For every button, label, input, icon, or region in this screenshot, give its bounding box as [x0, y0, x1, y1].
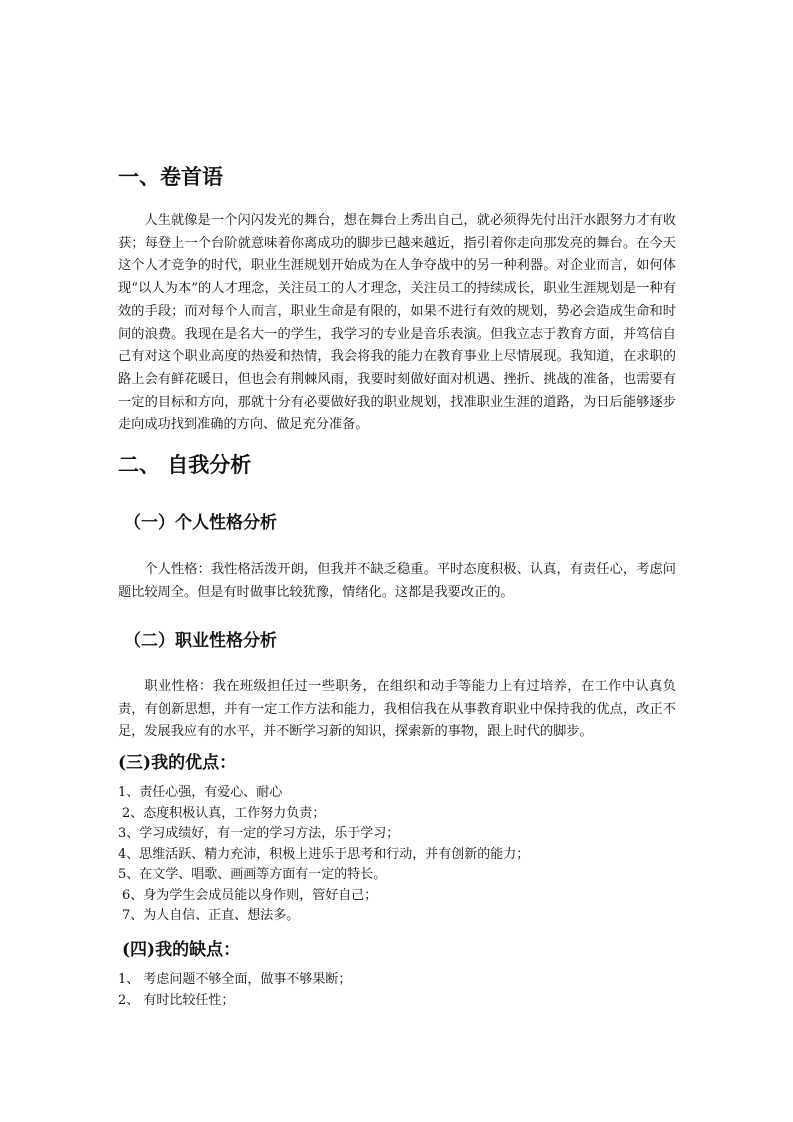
preface-paragraph: 人生就像是一个闪闪发光的舞台，想在舞台上秀出自己，就必须得先付出汗水跟努力才有收获；每登上一个台阶就意味着你离成功的脚步已越来越近，指引着你走向那发亮的舞台。在今天这个人才竞争的时代，职业生涯规划开始成为在人争夺战中的另一种利器。对企业而言，如何体现“以人为本”的人才理念，关注员工的人才理念，关注员工的持续成长，职业生涯规划是一种有效的手段；而对每个人而言，职业生命是有限的，如果不进行有效的规划，势必会造成生命和时间的浪费。我现在是名大一的学生，我学习的专业是音乐表演。但我立志于教育方面，并笃信自己有对这个职业高度的热爱和热情，我会将我的能力在教育事业上尽情展现。我知道，在求职的路上会有鲜花暖日，但也会有荆棘风雨，我要时刻做好面对机遇、挫折、挑战的准备，也需要有一定的目标和方向，那就十分有必要做好我的职业规划，找准职业生涯的道路，为日后能够逐步走向成功找到准确的方向、做足充分准备。 — [118, 213, 676, 433]
list-item: 1、责任心强，有爱心、耐心 — [118, 785, 283, 800]
subheading-strengths: (三)我的优点： — [118, 753, 237, 773]
section-heading-self-analysis: 二、 自我分析 — [118, 453, 252, 477]
list-item: 5、在文学、唱歌、画画等方面有一定的特长。 — [118, 867, 387, 882]
list-item: 2、态度积极认真，工作努力负责； — [122, 805, 326, 821]
career-character-paragraph: 职业性格：我在班级担任过一些职务，在组织和动手等能力上有过培养，在工作中认真负责，有创新思想，并有一定工作方法和能力，我相信我在从事教育职业中保持我的优点，改正不足，发展我应有的水平，并不断学习新的知识，探索新的事物，跟上时代的脚步。 — [118, 679, 676, 740]
list-item: 3、学习成绩好，有一定的学习方法，乐于学习； — [118, 826, 400, 841]
subheading-career-character: （二）职业性格分析 — [124, 631, 277, 651]
list-item: 1、 考虑问题不够全面，做事不够果断； — [118, 972, 352, 987]
section-heading-preface: 一、卷首语 — [118, 165, 223, 189]
subheading-personal-character: （一）个人性格分析 — [124, 513, 277, 533]
strengths-list — [118, 783, 678, 927]
list-item: 2、 有时比较任性； — [118, 992, 235, 1008]
list-item: 4、思维活跃、精力充沛，积极上进乐于思考和行动，并有创新的能力； — [118, 846, 530, 862]
weaknesses-list — [118, 970, 678, 1011]
list-item: 7、为人自信、正直、想法多。 — [122, 908, 300, 923]
subheading-weaknesses: (四)我的缺点： — [122, 940, 241, 960]
personal-character-paragraph: 个人性格：我性格活泼开朗，但我并不缺乏稳重。平时态度积极、认真，有责任心，考虑问题比较周全。但是有时做事比较犹豫，情绪化。这都是我要改正的。 — [118, 562, 676, 600]
list-item: 6、身为学生会成员能以身作则，管好自己； — [122, 887, 378, 903]
